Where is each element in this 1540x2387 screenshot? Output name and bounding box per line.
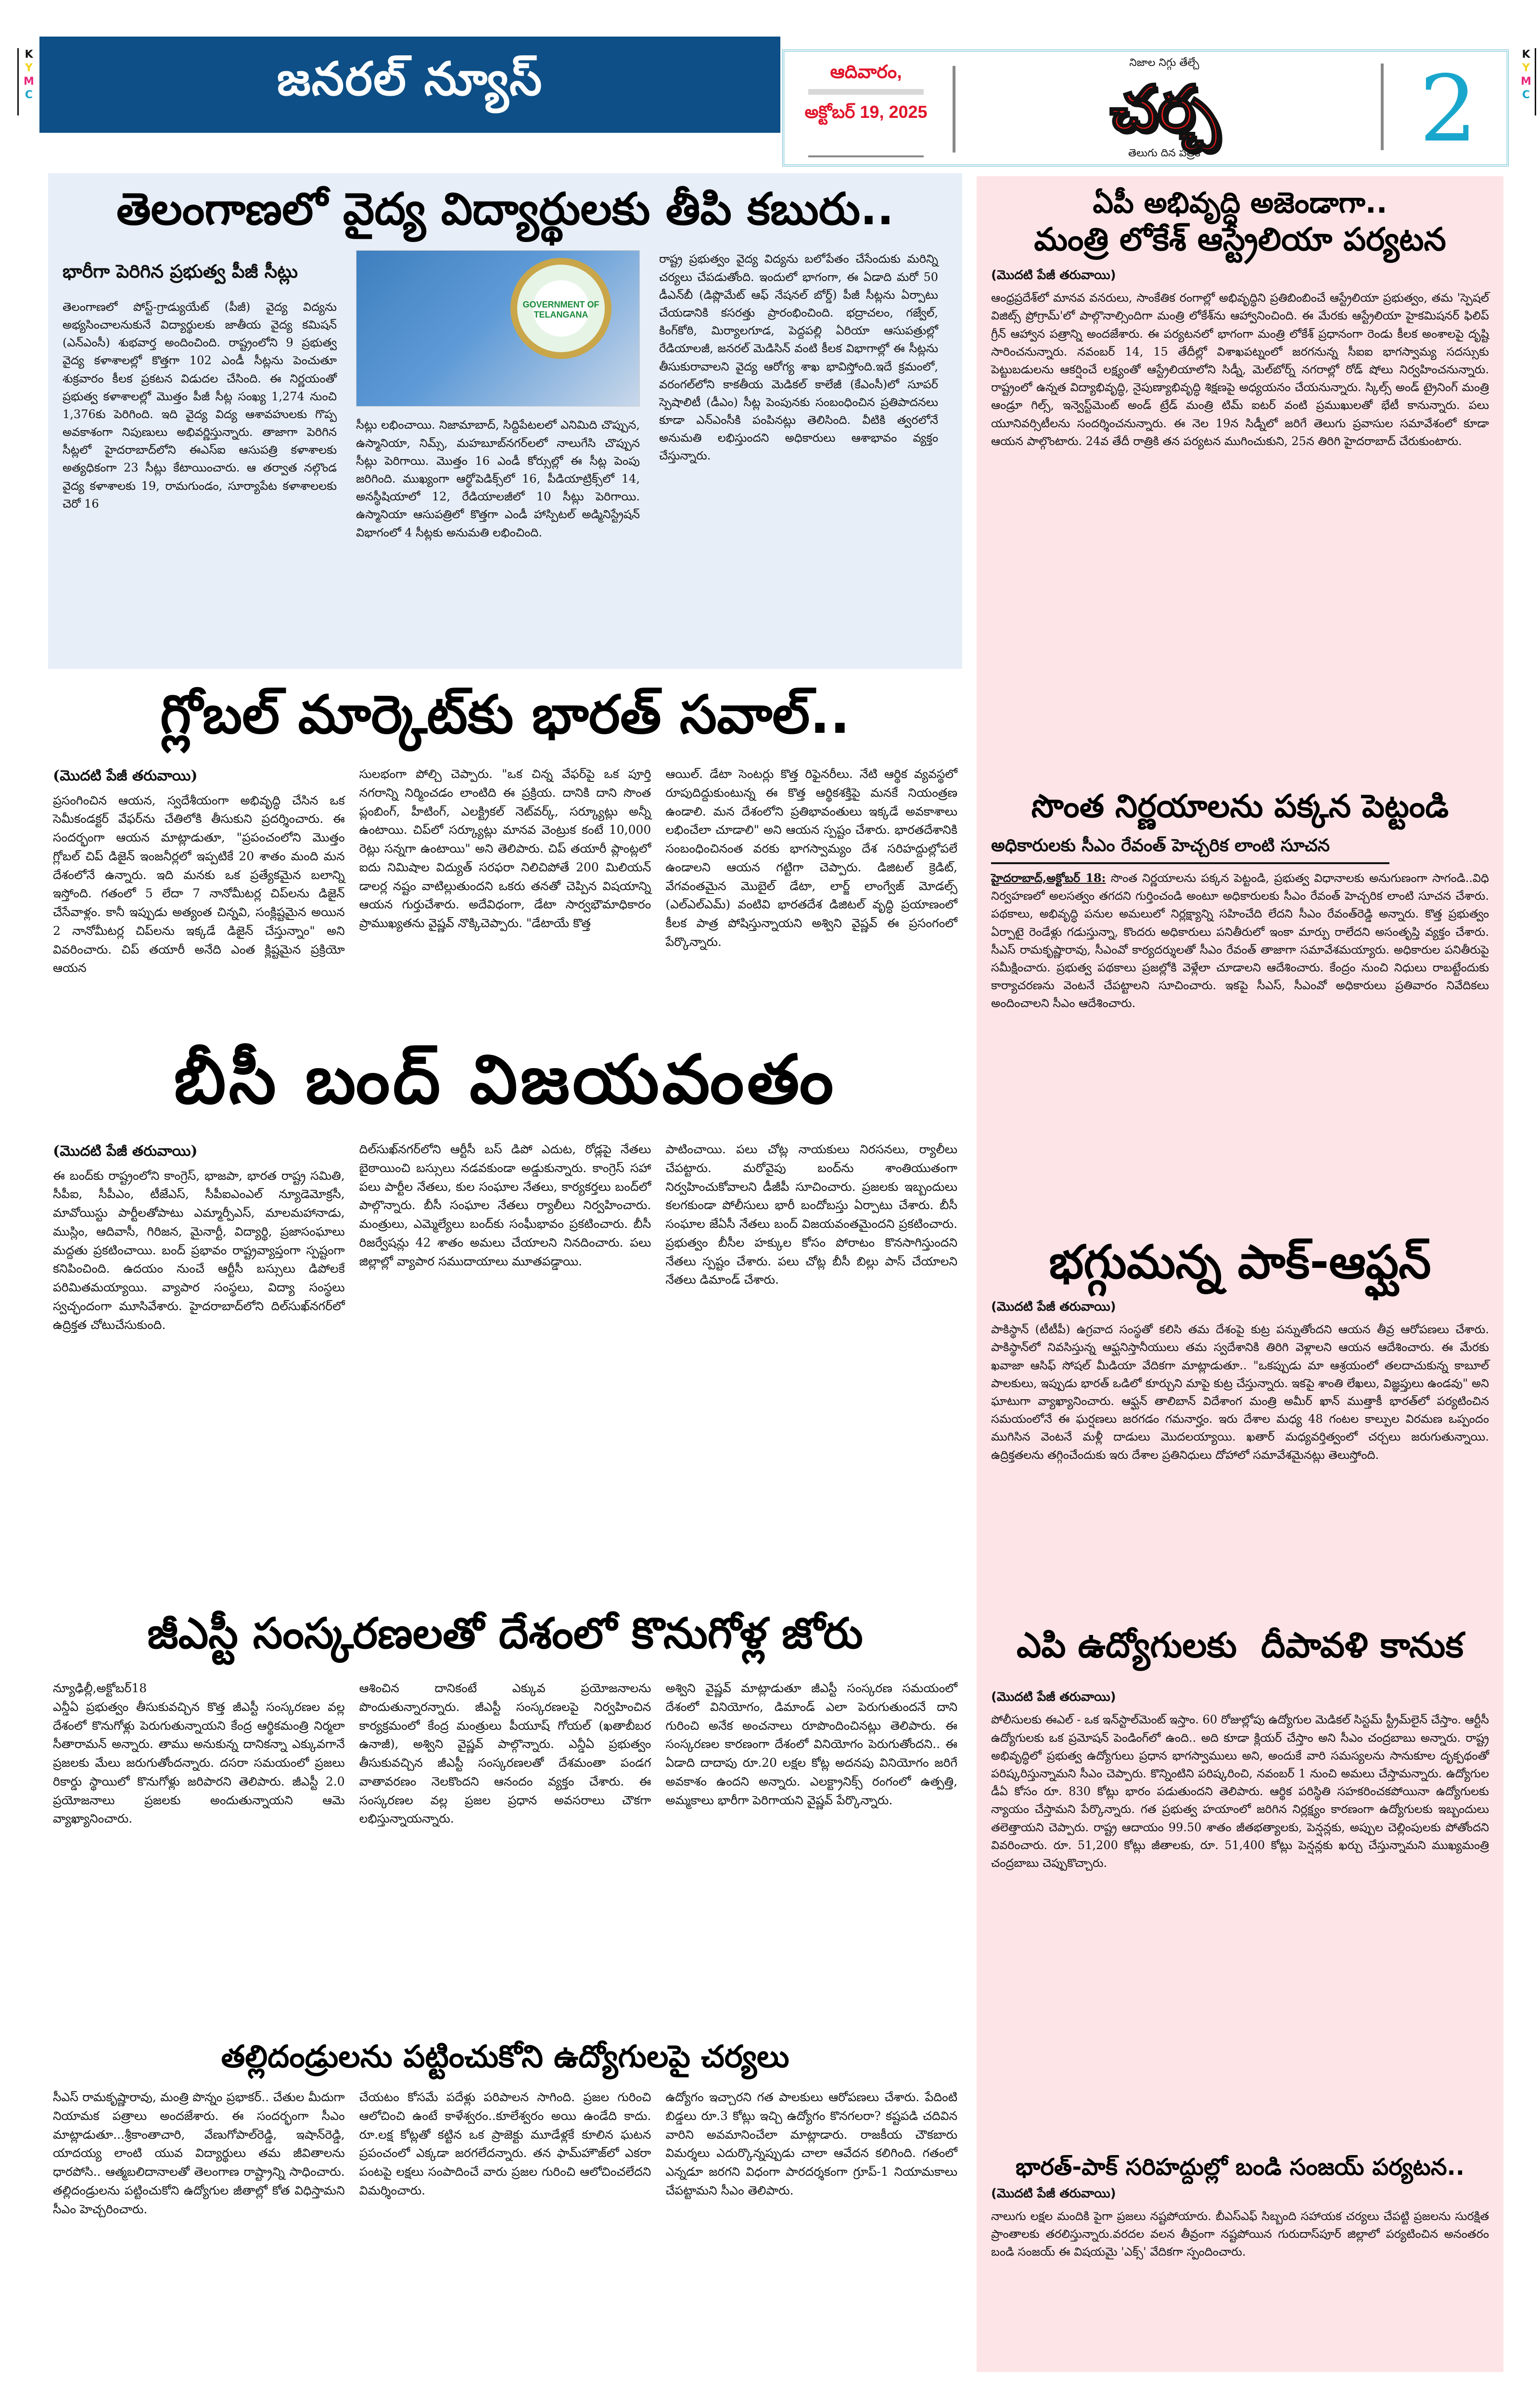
headline: భారత్-పాక్ సరిహద్దుల్లో బండి సంజయ్ పర్యటన.. — [1015, 2154, 1465, 2181]
article-lokesh — [991, 186, 1489, 787]
logo-brand: చర్చ — [1109, 72, 1219, 145]
doctor-photo — [356, 250, 640, 407]
date-divider — [808, 89, 924, 95]
article-column: తెలంగాణలో పోస్ట్-గ్రాడ్యుయేట్ (పీజీ) వైద్య విద్యను అభ్యసించాలనుకునే విద్యార్థులకు జాతీయ వైద్య కమిషన్ (ఎన్ఎంసీ) శుభవార్త అందించింది. రాష్ట్రంలోని 9 ప్రభుత్వ వైద్య కళాశాలల్లో కొత్తగా 102 ఎండీ సీట్లను పెంచుతూ శుక్రవారం కీలక ప్రకటన విడుదల చేసింది. ఈ నిర్ణయంతో ప్రభుత్వ కళాశాలల్లో మొత్తం పీజీ సీట్ల సంఖ్య 1,274 నుంచి 1,376కు పెరిగింది. ఇది వైద్య విద్య ఆశావహులకు గొప్ప అవకాశంగా నిపుణులు అభివర్ణిస్తున్నారు. తాజాగా పెరిగిన సీట్లలో హైదరాబాద్‌లోని ఈఎస్ఐ ఆసుపత్రి కళాశాలకు అత్యధికంగా 23 సీట్లు కేటాయించారు. ఆ తర్వాత నల్గొండ వైద్య కళాశాలకు 19, రామగుండం, సూర్యాపేట కళాశాలలకు చెరో 16 — [63, 300, 337, 511]
headline: తల్లిదండ్రులను పట్టించుకోని ఉద్యోగులపై చర్యలు — [221, 2039, 789, 2075]
article-body: పాకిస్థాన్ (టీటీపీ) ఉగ్రవాద సంస్థతో కలిసి తమ దేశంపై కుట్ర పన్నుతోందని ఆయన తీవ్ర ఆరోపణలు చేశారు. పాకిస్థాన్‌లో నివసిస్తున్న ఆఫ్ఘనిస్తానీయులు తమ స్వదేశానికి తిరిగి వెళ్లాలని ఆయన ఆదేశించారు. ఈ మేరకు ఖవాజా ఆసిఫ్ సోషల్ మీడియా వేదికగా మాట్లాడుతూ.. "ఒకప్పుడు మా ఆశ్రయంలో తలదాచుకున్న కాబూల్ పాలకులు, ఇప్పుడు భారత్ ఒడిలో కూర్చుని మాపై కుట్ర చేస్తున్నారు. ఇకపై శాంతి లేఖలు, విజ్ఞప్తులు ఉండవు" అని ఘాటుగా వ్యాఖ్యానించారు. ఆఫ్ఘన్ తాలిబాన్ విదేశాంగ మంత్రి అమీర్ ఖాన్ ముత్తాకీ భారత్‌లో పర్యటించిన సమయంలోనే ఈ ఘర్షణలు జరగడం గమనార్హం. ఇరు దేశాల మధ్య 48 గంటల కాల్పుల విరమణ ఒప్పందం ముగిసిన వెంటనే మళ్లీ దాడులు మొదలయ్యాయి. ఖతార్ మధ్యవర్తిత్వంలో చర్చలు జరుగుతున్నాయి. ఉద్రిక్తతలను తగ్గించేందుకు ఇరు దేశాల ప్రతినిధులు దోహాలో సమావేశమైనట్లు తెలుస్తోంది. — [991, 1323, 1489, 1462]
article-body: నాలుగు లక్షల మందికి పైగా ప్రజలు నష్టపోయారు. బీఎస్ఎఫ్ సిబ్బంది సహాయక చర్యలు చేపట్టి ప్రజలను సురక్షిత ప్రాంతాలకు తరలిస్తున్నారు.వరదల వలన తీవ్రంగా నష్టపోయిన గురుదాస్‌పూర్ జిల్లాలో పర్యటించిన అనంతరం బండి సంజయ్ ఈ విషయమై 'ఎక్స్' వేదికగా స్పందించారు. — [991, 2209, 1489, 2259]
article-body — [991, 869, 1489, 1013]
section-title: జనరల్ న్యూస్ — [277, 52, 543, 106]
article-body: ఆంధ్రప్రదేశ్‌లో మానవ వనరులు, సాంకేతిక రంగాల్లో అభివృద్ధిని ప్రతిబింబించే ఆస్ట్రేలియా ప్రభుత్వం, తమ 'స్పెషల్ విజిట్స్ ప్రోగ్రామ్'లో పాల్గొనాల్సిందిగా మంత్రి లోకేశ్‌ను ఆహ్వానించింది. ఈ మేరకు ఆస్ట్రేలియా హైకమిషనర్ ఫిలిప్ గ్రీన్ ఆహ్వాన పత్రాన్ని అందజేశారు. ఈ పర్యటనలో భాగంగా మంత్రి లోకేశ్ ప్రధానంగా రెండు కీలక అంశాలపై దృష్టి సారించనున్నారు. నవంబర్ 14, 15 తేదీల్లో విశాఖపట్నంలో జరగనున్న సీఐఐ భాగస్వామ్య సదస్సుకు పెట్టుబడులను ఆకర్షించే లక్ష్యంతో ఆస్ట్రేలియాలోని సిడ్నీ, మెల్‌బోర్న్ నగరాల్లో రోడ్ షోలు నిర్వహించనున్నారు. రాష్ట్రంలో ఉన్నత విద్యాభివృద్ధి, నైపుణ్యాభివృద్ధి శిక్షణపై అధ్యయనం చేయనున్నారు. స్కిల్స్ అండ్ ట్రైనింగ్ మంత్రి ఆండ్రూ గిల్స్, ఇన్వెస్ట్‌మెంట్ అండ్ ట్రేడ్ మంత్రి టిమ్ ఐటర్ వంటి ప్రముఖులతో భేటీ కానున్నారు. పలు యూనివర్సిటీలను సందర్శించనున్నారు. ఈ నెల 19న సిడ్నీలో జరిగే తెలుగు ప్రవాసుల సమావేశంలో కూడా ఆయన పాల్గొంటారు. 24వ తేదీ రాత్రికి తన పర్యటన ముగించుకుని, 25న తిరిగి హైదరాబాద్ చేరుకుంటారు. — [991, 291, 1489, 448]
headline: భగ్గుమన్న పాక్-ఆఫ్ఘన్ — [1049, 1235, 1431, 1289]
continued-label: (మొదటి పేజీ తరువాయి) — [53, 1143, 198, 1160]
continued-label: (మొదటి పేజీ తరువాయి) — [991, 2186, 1116, 2201]
reg-m: M — [1521, 76, 1531, 88]
article-parents-employees — [48, 2035, 962, 2372]
article-global-market — [48, 678, 962, 1020]
newspaper-logo — [1054, 56, 1275, 165]
column-text: ఎన్డీఏ ప్రభుత్వం తీసుకువచ్చిన కొత్త జీఎస్టీ సంస్కరణల వల్ల దేశంలో కొనుగోళ్లు పెరుగుతున్నాయని కేంద్ర ఆర్థికమంత్రి నిర్మలా సీతారామన్ అన్నారు. తాము అనుకున్న దానికన్నా ఎక్కువగానే ప్రజలకు మేలు జరుగుతోందన్నారు. దసరా సమయంలో ప్రజలు రికార్డు స్థాయిలో కొనుగోళ్లు జరిపారని తెలిపారు. జీఎస్టీ 2.0 ప్రయోజనాలు ప్రజలకు అందుతున్నాయని ఆమె వ్యాఖ్యానించారు. — [53, 1699, 345, 1826]
dateline: న్యూఢిల్లీ,అక్టోబర్18 — [53, 1681, 147, 1695]
column-text: ఈ బంద్‌కు రాష్ట్రంలోని కాంగ్రెస్, భాజపా, భారత రాష్ట్ర సమితి, సీపీఐ, సీపీఎం, టీజేఎస్, సీపీఐఎంఎల్ న్యూడెమోక్రసీ, మావోయిస్టు పార్టీలతోపాటు ఎమ్మార్పీఎస్, మాలమహానాడు, ముస్లిం, ఆదివాసీ, గిరిజన, మైనార్టీ, విద్యార్థి, ప్రజాసంఘాలు మద్దతు ప్రకటించాయి. బంద్ ప్రభావం రాష్ట్రవ్యాప్తంగా స్పష్టంగా కనిపించింది. ఉదయం నుంచే ఆర్టీసీ బస్సులు డిపోలకే పరిమితమయ్యాయి. వ్యాపార సంస్థలు, విద్యా సంస్థలు స్వచ్ఛందంగా మూసివేశారు. హైదరాబాద్‌లోని దిల్‌సుఖ్‌నగర్‌లో ఉద్రిక్తత చోటుచేసుకుంది. — [53, 1168, 345, 1332]
article-gst — [48, 1602, 962, 2026]
masthead — [782, 50, 1509, 166]
headline: బీసీ బంద్ విజయవంతం — [174, 1041, 837, 1119]
right-column — [977, 176, 1503, 2372]
registration-line-left — [17, 48, 19, 115]
article-column: పాటించాయి. పలు చోట్ల నాయకులు నిరసనలు, ర్యాలీలు చేపట్టారు. మరోవైపు బంద్‌ను శాంతియుతంగా నిర్వహించుకోవాలని డీజీపీ సూచించారు. ప్రజలకు ఇబ్బందులు కలగకుండా పోలీసులు భారీ బందోబస్తు ఏర్పాటు చేశారు. బీసీ సంఘాల జేఏసీ నేతలు బంద్ విజయవంతమైందని ప్రకటించారు. ప్రభుత్వం బీసీల హక్కుల కోసం పోరాటం కొనసాగిస్తుందని నేతలు స్పష్టం చేశారు. పలు చోట్ల బీసీ బిల్లు పాస్ చేయాలని నేతలు డిమాండ్ చేశారు. — [665, 1142, 958, 1287]
telangana-seal — [510, 258, 611, 359]
date-underline — [808, 155, 924, 157]
continued-label: (మొదటి పేజీ తరువాయి) — [53, 767, 198, 784]
issue-day: ఆదివారం, — [830, 62, 902, 82]
article-column: సీఎస్ రామకృష్ణారావు, మంత్రి పొన్నం ప్రభాకర్.. చేతుల మీదుగా నియామక పత్రాలు అందజేశారు. ఈ సందర్భంగా సీఎం మాట్లాడుతూ...శ్రీకాంతాచారి, వేణుగోపాల్‌రెడ్డి, ఇషాన్‌రెడ్డి, యాదయ్య లాంటి యువ విద్యార్థులు తమ జీవితాలను ధారపోసి.. ఆత్మబలిదానాలతో తెలంగాణ రాష్ట్రాన్ని సాధించారు. తల్లిదండ్రులను పట్టించుకోని ఉద్యోగుల జీతాల్లో కోత విధిస్తామని సీఎం హెచ్చరించారు. — [53, 2090, 345, 2216]
reg-y: Y — [1522, 62, 1530, 74]
article-revanth — [991, 787, 1489, 1220]
article-column: అశ్విని వైష్ణవ్ మాట్లాడుతూ జీఎస్టీ సంస్కరణ సమయంలో దేశంలో వినియోగం, డిమాండ్ ఎలా పెరుగుతుందనే దాని గురించి అనేక అంచనాలు రూపొందించినట్లు తెలిపారు. ఈ సంస్కరణల కారణంగా దేశంలో వినియోగం పెరుగుతోందని.. ఈ ఏడాది దాదాపు రూ.20 లక్షల కోట్ల అదనపు వినియోగం జరిగే అవకాశం ఉందని అన్నారు. ఎలక్ట్రానిక్స్ రంగంలో ఉత్పత్తి, అమ్మకాలు భారీగా పెరిగాయని వైష్ణవ్ పేర్కొన్నారు. — [665, 1681, 958, 1807]
article-column — [53, 1140, 345, 1334]
reg-c: C — [25, 89, 33, 101]
article-bandi-sanjay — [991, 2154, 1489, 2261]
headline: గ్లోబల్ మార్కెట్‌కు భారత్ సవాల్.. — [160, 684, 850, 745]
reg-k: K — [25, 49, 33, 61]
continued-label: (మొదటి పేజీ తరువాయి) — [991, 1300, 1116, 1315]
page-number: 2 — [1419, 56, 1477, 162]
continued-label: (మొదటి పేజీ తరువాయి) — [991, 1690, 1116, 1705]
article-column: చేయటం కోసమే పదేళ్లు పరిపాలన సాగింది. ప్రజల గురించి ఆలోచించి ఉంటే కాళేశ్వరం..కూలేశ్వరం అయి ఉండేది కాదు. రూ.లక్ష కోట్లతో కట్టిన ఒక ప్రాజెక్టు మూడేళ్లకే కూలిన ఘటన ప్రపంచంలో ఎక్కడా జరగలేదన్నారు. తన ఫామ్‌హౌజ్‌లో ఎకరా పంటపై లక్షలు సంపాదించే వారు ప్రజల గురించి ఆలోచించలేదని విమర్శించారు. — [359, 2090, 651, 2197]
article-column: ఆయిల్. డేటా సెంటర్లు కొత్త రిఫైనరీలు. నేటి ఆర్థిక వ్యవస్థలో రూపుదిద్దుకుంటున్న ఈ కొత్త ఆర్థికశక్తిపై మనకే నియంత్రణ ఉండాలి. మన దేశంలోని ప్రతిభావంతులు ఇక్కడే అవకాశాలు లభించేలా చూడాలి" అని ఆయన స్పష్టం చేశారు. భారతదేశానికి సంబంధించినంత వరకు భాగస్వామ్యం దేశ సరిహద్దుల్లోపలే ఉండాలని ఆయన గట్టిగా చెప్పారు. డిజిటల్ క్రెడిట్, వేగవంతమైన మొబైల్ డేటా, లార్జ్ లాంగ్వేజ్ మోడల్స్ (ఎల్ఎల్ఎమ్) వంటివి భారతదేశ డిజిటల్ వృద్ధి ప్రయాణంలో కీలక పాత్ర పోషిస్తున్నాయని అశ్విని వైష్ణవ్ ఈ ప్రసంగంలో పేర్కొన్నారు. — [665, 767, 958, 949]
article-column: సులభంగా పోల్చి చెప్పారు. "ఒక చిన్న వేఫర్‌పై ఒక పూర్తి నగరాన్ని నిర్మించడం లాంటిది ఈ ప్రక్రియ. దానికి దాని సొంత ప్లంబింగ్, హీటింగ్, ఎలక్ట్రికల్ నెట్‌వర్క్, సర్క్యూట్లు అన్నీ ఉంటాయి. చిప్‌లో సర్క్యూట్లు మానవ వెంట్రుక కంటే 10,000 రెట్లు సన్నగా ఉంటాయి" అని తెలిపారు. చిప్ తయారీ ప్లాంట్లలో ఐదు నిమిషాల విద్యుత్ సరఫరా నిలిచిపోతే 200 మిలియన్ డాలర్ల నష్టం వాటిల్లుతుందని ఒకరు తనతో చెప్పిన విషయాన్ని ఆయన గుర్తుచేశారు. అదేవిధంగా, డేటా సార్వభౌమాధికారం ప్రాముఖ్యతను వైష్ణవ్ నొక్కిచెప్పారు. "డేటాయే కొత్త — [359, 767, 651, 930]
article-column: ఆశించిన దానికంటే ఎక్కువ ప్రయోజనాలను పొందుతున్నారన్నారు. జీఎస్టీ సంస్కరణలపై నిర్వహించిన కార్యక్రమంలో కేంద్ర మంత్రులు పీయూష్ గోయల్ (ఖతాబీబర ఉనాజీ), అశ్విని వైష్ణవ్ పాల్గొన్నారు. ఎన్డీఏ ప్రభుత్వం తీసుకువచ్చిన జీఎస్టీ సంస్కరణలతో దేశమంతా పండగ వాతావరణం నెలకొందని ఆనందం వ్యక్తం చేశారు. ఈ సంస్కరణల వల్ల ప్రజల ప్రధాన అవసరాలు చౌకగా లభిస్తున్నాయన్నారు. — [359, 1681, 651, 1826]
headline: మంత్రి లోకేశ్ ఆస్ట్రేలియా పర్యటన — [1034, 221, 1446, 258]
kicker: ఏపీ అభివృద్ధి అజెండాగా.. — [1093, 186, 1387, 220]
section-title-band — [39, 37, 780, 133]
divider — [991, 862, 1389, 864]
continued-label: (మొదటి పేజీ తరువాయి) — [991, 268, 1116, 283]
headline: ఎపి ఉద్యోగులకు దీపావళి కానుక — [1017, 1625, 1464, 1665]
article-column: దిల్‌సుఖ్‌నగర్‌లోని ఆర్టీసీ బస్ డిపో ఎదుట, రోడ్లపై నేతలు బైఠాయించి బస్సులు నడవకుండా అడ్డుకున్నారు. కాంగ్రెస్ సహా పలు పార్టీల నేతలు, కుల సంఘాల నేతలు, కార్యకర్తలు బంద్‌లో పాల్గొన్నారు. బీసీ సంఘాల నేతలు ర్యాలీలు నిర్వహించారు. మంత్రులు, ఎమ్మెల్యేలు బంద్‌కు సంఘీభావం ప్రకటించారు. బీసీ రిజర్వేషన్లు 42 శాతం అమలు చేయాలని నినదించారు. పలు జిల్లాల్లో వ్యాపార సముదాయాలు మూతపడ్డాయి. — [359, 1142, 651, 1268]
dateline: హైదరాబాద్,అక్టోబర్ 18: — [991, 870, 1106, 885]
registration-line-right — [1535, 48, 1536, 115]
subheadline: భారీగా పెరిగిన ప్రభుత్వ పీజీ సీట్లు — [63, 261, 298, 282]
headline: తెలంగాణలో వైద్య విద్యార్థులకు తీపి కబురు.. — [116, 183, 894, 235]
issue-date — [794, 61, 938, 157]
column-text: ప్రసంగించిన ఆయన, స్వదేశీయంగా అభివృద్ధి చేసిన ఒక సెమీకండక్టర్ వేఫర్‌ను చేతిలోకి తీసుకుని ప్రదర్శించారు. ఈ సందర్భంగా ఆయన మాట్లాడుతూ, "ప్రపంచంలోని మొత్తం గ్లోబల్ చిప్ డిజైన్ ఇంజనీర్లలో ఇప్పటికే 20 శాతం మంది మన దేశంలోనే ఉన్నారు. ఇది మనకు ఒక ప్రత్యేకమైన బలాన్ని ఇస్తోంది. గతంలో 5 లేదా 7 నానోమీటర్ల చిప్‌లను డిజైన్ చేసేవాళ్లం. కానీ ఇప్పుడు అత్యంత చిన్నవి, సంక్లిష్టమైన అయిన 2 నానోమీటర్ల చిప్‌లను ఇక్కడే డిజైన్ చేస్తున్నాం" అని వివరించారు. చిప్ తయారీ అనేది ఎంత క్లిష్టమైన ప్రక్రియో ఆయన — [53, 793, 345, 975]
logo-tagline-bottom: తెలుగు దిన పత్రిక — [1128, 147, 1201, 159]
article-pak-afghan — [991, 1235, 1489, 1624]
logo-tagline-top: నిజాల నిగ్గు తేల్చే — [1129, 57, 1199, 69]
seal-text: GOVERNMENT OF TELANGANA — [522, 300, 599, 320]
reg-k: K — [1522, 49, 1530, 61]
masthead-divider-left — [953, 66, 955, 153]
headline: సొంత నిర్ణయాలను పక్కన పెట్టండి — [1031, 788, 1449, 825]
article-column — [53, 765, 345, 978]
headline: జీఎస్టీ సంస్కరణలతో దేశంలో కొనుగోళ్ల జోరు — [147, 1608, 863, 1658]
article-column: ఉద్యోగం ఇచ్చారని గత పాలకులు ఆరోపణలు చేశారు. పేదింటి బిడ్డలు రూ.3 కోట్లు ఇచ్చి ఉద్యోగం కొనగలరా? కష్టపడి చదివిన వారిని అవమానించేలా మాట్లాడారు. రాజకీయ చౌకబారు విమర్శలు ఎదుర్కొన్నప్పుడు చాలా ఆవేదన కలిగింది. గతంలో ఎన్నడూ జరగని విధంగా పారదర్శకంగా గ్రూప్-1 నియామకాలు చేపట్టామని సీఎం తెలిపారు. — [665, 2090, 958, 2197]
article-column: సీట్లు లభించాయి. నిజామాబాద్, సిద్దిపేటలలో ఎనిమిది చొప్పున, ఉస్మానియా, నిమ్స్, మహబూబ్‌నగర్‌లలో నాలుగేసి చొప్పున సీట్లు పెరిగాయి. మొత్తం 16 ఎండీ కోర్సుల్లో ఈ సీట్ల పెంపు జరిగింది. ముఖ్యంగా ఆర్థోపెడిక్స్‌లో 16, పీడియాట్రిక్స్‌లో 14, అనస్థీషియాలో 12, రేడియాలజీలో 10 సీట్లు పెరిగాయి. ఉస్మానియా ఆసుపత్రిలో కొత్తగా ఎండీ హాస్పిటల్ అడ్మినిస్ట్రేషన్ విభాగంలో 4 సీట్లకు అనుమతి లభించింది. — [356, 418, 640, 539]
issue-date-text: అక్టోబర్ 19, 2025 — [804, 102, 928, 122]
article-diwali — [991, 1624, 1489, 2154]
article-bc-bandh — [48, 1034, 962, 1588]
masthead-divider-right — [1381, 64, 1384, 150]
article-column: రాష్ట్ర ప్రభుత్వం వైద్య విద్యను బలోపేతం చేసేందుకు మరిన్ని చర్యలు చేపడుతోంది. ఇందులో భాగంగా, ఈ ఏడాది మరో 50 డీఎన్‌బీ (డిప్లొమేట్ ఆఫ్ నేషనల్ బోర్డ్) పీజీ సీట్లను ఏర్పాటు చేయడానికి కసరత్తు ప్రారంభించింది. భద్రాచలం, గజ్వేల్, కింగ్‌కోఠి, మిర్యాలగూడ, పెద్దపల్లి ఏరియా ఆసుపత్రుల్లో రేడియాలజీ, జనరల్ మెడిసిన్ వంటి కీలక విభాగాల్లో ఈ సీట్లను తీసుకురావాలని వైద్య ఆరోగ్య శాఖ భావిస్తోంది.ఇదే క్రమంలో, వరంగల్‌లోని కాకతీయ మెడికల్ కాలేజీ (కేఎంసీ)లో సూపర్ స్పెషాలిటీ (డీఎం) సీట్ల పెంపునకు సంబంధించిన ప్రతిపాదనలు కూడా ఎన్ఎంసీకి పంపినట్లు తెలిసింది. వీటికి త్వరలోనే అనుమతి లభిస్తుందని అధికారులు ఆశాభావం వ్యక్తం చేస్తున్నారు. — [659, 252, 938, 463]
article-body: పోలీసులకు ఈఎల్ - ఒక ఇన్‌స్టాల్‌మెంట్ ఇస్తాం. 60 రోజుల్లోపు ఉద్యోగుల మెడికల్ సిస్టమ్ స్ట్రీమ్‌లైన్ చేస్తాం. ఆర్టీసీ ఉద్యోగులకు ఒక ప్రమోషన్ పెండింగ్‌లో ఉంది.. అది కూడా క్లియర్ చేస్తాం అని సీఎం చంద్రబాబు అన్నారు. రాష్ట్ర అభివృద్ధిలో ప్రభుత్వ ఉద్యోగులు ప్రధాన భాగస్వాములు అని, అందుకే వారి సమస్యలను సానుకూల దృక్పథంతో పరిష్కరిస్తున్నామని సీఎం చెప్పారు. కొన్నింటిని పరిష్కరించి, నవంబర్ 1 నుంచి అమలు చేస్తామన్నారు. ఉద్యోగుల డీఏ కోసం రూ. 830 కోట్లు భారం పడుతుందని తెలిపారు. ఆర్థిక పరిస్థితి సహకరించకపోయినా ఉద్యోగులకు న్యాయం చేస్తామని పేర్కొన్నారు. గత ప్రభుత్వ హయాంలో జరిగిన నిర్లక్ష్యం కారణంగా ఉద్యోగులకు ఇబ్బందులు తలెత్తాయని చెప్పారు. రాష్ట్ర ఆదాయం 99.50 శాతం జీతభత్యాలకు, పెన్షన్లకు, అప్పుల చెల్లింపులకు పోతోందని వివరించారు. రూ. 51,200 కోట్లు జీతాలకు, రూ. 51,400 కోట్లు పెన్షన్లకు ఖర్చు చేస్తున్నామని ముఖ్యమంత్రి చంద్రబాబు చెప్పుకొచ్చారు. — [991, 1713, 1489, 1870]
article-medical-seats — [48, 173, 962, 669]
cmyk-registration-left — [23, 48, 35, 102]
body-text: సొంత నిర్ణయాలను పక్కన పెట్టండి, ప్రభుత్వ విధానాలకు అనుగుణంగా సాగండి..విధి నిర్వహణలో అలసత్వం తగదని గుర్తించండి అంటూ అధికారులకు సీఎం రేవంత్ హెచ్చరిక లాంటి సూచన చేశారు. పథకాలు, అభివృద్ధి పనుల అమలులో నిర్లక్ష్యాన్ని సహించేది లేదని సీఎం రేవంత్‌రెడ్డి అన్నారు. కొత్త ప్రభుత్వం ఏర్పాటై రెండేళ్లు గడుస్తున్నా, కొందరు అధికారులు పనితీరులో ఇంకా మార్పు రాలేదని అసంతృప్తి వ్యక్తం చేశారు. సీఎస్ రామకృష్ణారావు, సీఎంవో కార్యదర్శులతో సీఎం రేవంత్ తాజాగా సమావేశమయ్యారు. అధికారుల పనితీరుపై సమీక్షించారు. ప్రభుత్వ పథకాలు ప్రజల్లోకి వెళ్లేలా చూడాలని ఆదేశించారు. కేంద్రం నుంచి నిధులు రాబట్టేందుకు కార్యాచరణను వెంటనే చేపట్టాలని సూచించారు. ఇకపై సీఎస్, సీఎంవో అధికారులు ప్రతివారం నివేదికలు అందించాలని సీఎం ఆదేశించారు. — [991, 871, 1489, 1010]
cmyk-registration-right — [1520, 48, 1532, 102]
reg-y: Y — [25, 62, 33, 74]
reg-m: M — [24, 76, 34, 88]
subheadline: అధికారులకు సీఎం రేవంత్ హెచ్చరిక లాంటి సూచన — [991, 836, 1330, 856]
article-column — [53, 1679, 345, 1828]
reg-c: C — [1522, 89, 1530, 101]
